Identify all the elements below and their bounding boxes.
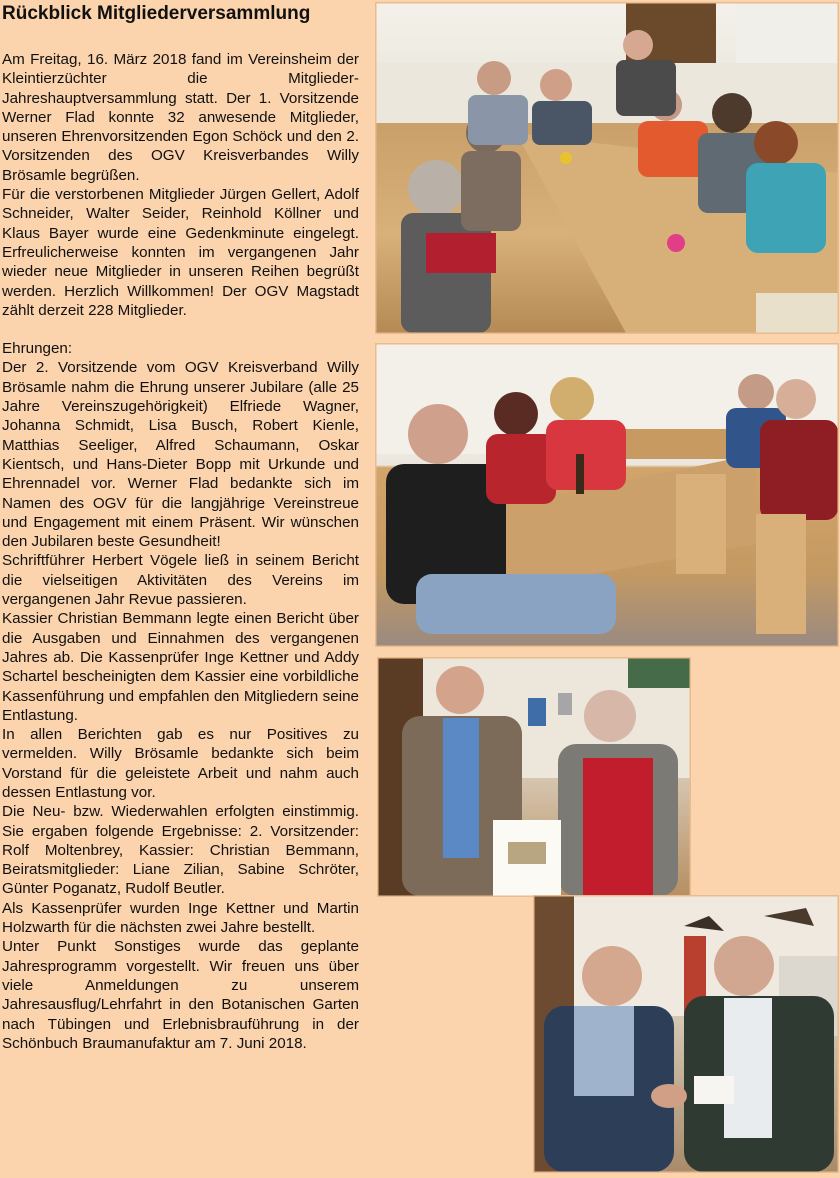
paragraph-auditors: Als Kassenprüfer wurden Inge Kettner und Martin Holzwarth für die nächsten zwei Jahre bestellt.: [2, 899, 359, 937]
paragraph-memorial: Für die verstorbenen Mitglieder Jürgen Gellert, Adolf Schneider, Walter Seider, Reinhold Köllner und Klaus Bayer wurde eine Gedenkminute eingelegt. Erfreulicherweise konnten im vergangenen Jahr wieder neue Mitglieder in unseren Reihen begrüßt werden. Herzlich Willkommen! Der OGV Magstadt zählt derzeit 228 Mitglieder.: [2, 186, 359, 319]
photo-certificate-presentation-drawing: [378, 658, 690, 896]
paragraph-intro: Am Freitag, 16. März 2018 fand im Vereinsheim der Kleintierzüchter die Mitglieder-Jahreshauptversammlung statt. Der 1. Vorsitzende Werner Flad konnte 32 anwesende Mitglieder, unseren Ehrenvorsitzenden Egon Schöck und den 2. Vorsitzenden des OGV Kreisverbandes Willy Brösamle begrüßen.: [2, 51, 359, 184]
photo-meeting-table: [375, 2, 839, 334]
photo-certificate-presentation: [377, 657, 691, 897]
section-heading-honors: Ehrungen:: [2, 340, 73, 358]
photo-honorees-table: [375, 343, 839, 647]
photo-meeting-table-drawing: [376, 3, 838, 333]
paragraph-elections: Die Neu- bzw. Wiederwahlen erfolgten einstimmig. Sie ergaben folgende Ergebnisse: 2. Vorsitzender: Rolf Moltenbrey, Kassier: Christian Bemmann, Beiratsmitglieder: Liane Zilian, Sabine Schröter, Günter Poganatz, Rudolf Beutler.: [2, 803, 359, 898]
paragraph-discharge: In allen Berichten gab es nur Positives zu vermelden. Willy Brösamle bedankte sich beim Vorstand für die geleistete Arbeit und nahm auch dessen Entlastung vor.: [2, 726, 359, 801]
paragraph-program: Unter Punkt Sonstiges wurde das geplante Jahresprogramm vorgestellt. Wir freuen uns über viele Anmeldungen zu unserem Jahresausflug/Lehrfahrt in den Botanischen Garten nach Tübingen und Erlebnisbrauführung in der Schönbuch Braumanufaktur am 7. Juni 2018.: [2, 938, 359, 1052]
paragraph-spacer: [2, 320, 359, 339]
photo-handshake: [533, 895, 839, 1173]
article-body: [2, 50, 359, 1053]
paragraph-treasurer-report: Kassier Christian Bemmann legte einen Bericht über die Ausgaben und Einnahmen des vergangenen Jahres ab. Die Kassenprüfer Inge Kettner und Addy Schartel bescheinigten dem Kassier eine vorbildliche Kassenführung und empfahlen den Mitgliedern seine Entlastung.: [2, 610, 359, 724]
paragraph-honors: Der 2. Vorsitzende vom OGV Kreisverband Willy Brösamle nahm die Ehrung unserer Jubilare (alle 25 Jahre Vereinszugehörigkeit) Elfriede Wagner, Johanna Schmidt, Lisa Busch, Robert Kienle, Matthias Seeliger, Alfred Schaumann, Oskar Kientsch, und Hans-Dieter Bopp mit Urkunde und Ehrennadel vor. Werner Flad bedankte sich im Namen des OGV für die langjährige Vereinstreue und Engagement mit einem Präsent. Wir wünschen den Jubilaren beste Gesundheit!: [2, 359, 359, 551]
article-title: Rückblick Mitgliederversammlung: [2, 3, 311, 24]
photo-handshake-drawing: [534, 896, 838, 1172]
paragraph-secretary-report: Schriftführer Herbert Vögele ließ in seinem Bericht die vielseitigen Aktivitäten des Vereins im vergangenen Jahr Revue passieren.: [2, 552, 359, 609]
photo-honorees-table-drawing: [376, 344, 838, 646]
